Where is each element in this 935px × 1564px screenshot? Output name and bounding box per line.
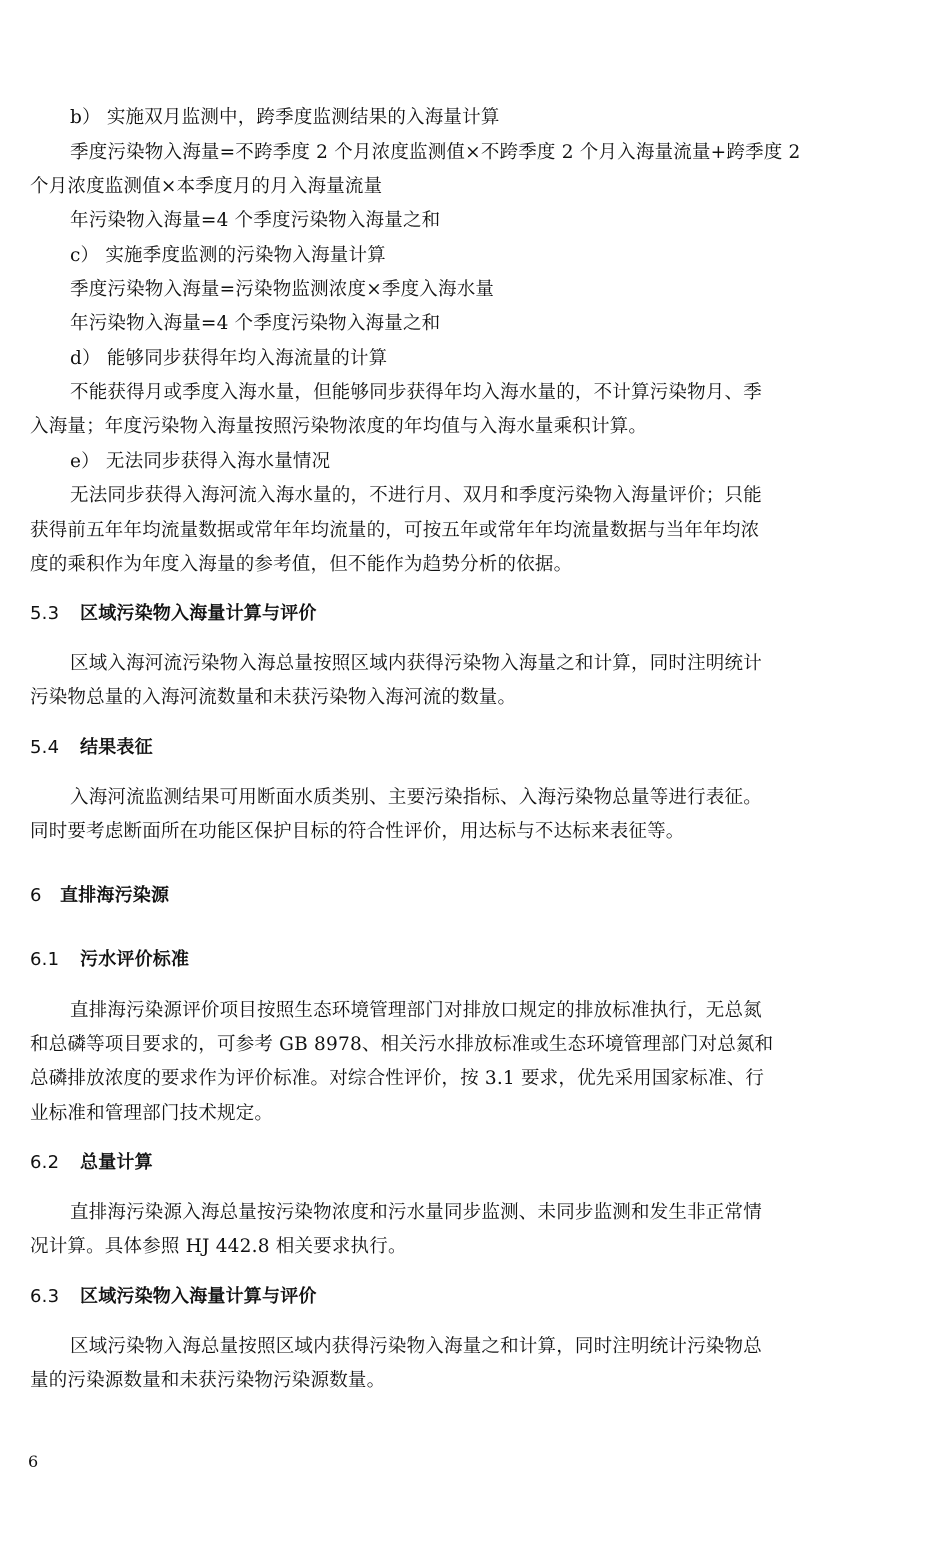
section-title: 区域污染物入海量计算与评价	[80, 603, 317, 624]
paragraph-line: 区域入海河流污染物入海总量按照区域内获得污染物入海量之和计算，同时注明统计	[70, 653, 762, 674]
paragraph-line: 同时要考虑断面所在功能区保护目标的符合性评价，用达标与不达标来表征等。	[30, 821, 685, 842]
paragraph-line: 季度污染物入海量=不跨季度 2 个月浓度监测值×不跨季度 2 个月入海量流量+跨季度 2	[70, 142, 801, 163]
paragraph-line: 无法同步获得入海河流入海水量的，不进行月、双月和季度污染物入海量评价；只能	[70, 485, 762, 506]
section-title: 结果表征	[80, 737, 153, 758]
paragraph-line: 年污染物入海量=4 个季度污染物入海量之和	[70, 210, 441, 231]
paragraph-line: 直排海污染源评价项目按照生态环境管理部门对排放口规定的排放标准执行，无总氮	[70, 1000, 762, 1021]
section-title: 污水评价标准	[80, 949, 190, 970]
section-heading-5-3	[30, 601, 830, 627]
section-heading-6-1	[30, 947, 830, 973]
list-item-d: d） 能够同步获得年均入海流量的计算	[70, 348, 388, 369]
page-number: 6	[28, 1452, 39, 1471]
paragraph-line: 获得前五年年均流量数据或常年年均流量的，可按五年或常年年均流量数据与当年年均浓	[30, 520, 760, 541]
section-number: 5.4	[30, 737, 60, 758]
section-title: 区域污染物入海量计算与评价	[80, 1286, 317, 1307]
paragraph-line: 入海量；年度污染物入海量按照污染物浓度的年均值与入海水量乘积计算。	[30, 416, 648, 437]
paragraph-line: 入海河流监测结果可用断面水质类别、主要污染指标、入海污染物总量等进行表征。	[70, 787, 762, 808]
paragraph-line: 量的污染源数量和未获污染物污染源数量。	[30, 1370, 386, 1391]
paragraph-line: 污染物总量的入海河流数量和未获污染物入海河流的数量。	[30, 687, 517, 708]
section-heading-6-2	[30, 1150, 830, 1176]
paragraph-line: 区域污染物入海总量按照区域内获得污染物入海量之和计算，同时注明统计污染物总	[70, 1336, 762, 1357]
paragraph-line: 总磷排放浓度的要求作为评价标准。对综合性评价，按 3.1 要求，优先采用国家标准、行	[30, 1068, 765, 1089]
chapter-heading-6	[30, 883, 830, 909]
section-title: 总量计算	[80, 1152, 153, 1173]
section-title: 直排海污染源	[60, 885, 170, 906]
list-item-c: c） 实施季度监测的污染物入海量计算	[70, 245, 386, 266]
section-number: 6.3	[30, 1286, 60, 1307]
paragraph-line: 不能获得月或季度入海水量，但能够同步获得年均入海水量的，不计算污染物月、季	[70, 382, 762, 403]
section-number: 6.1	[30, 949, 60, 970]
section-heading-6-3	[30, 1284, 830, 1310]
paragraph-line: 况计算。具体参照 HJ 442.8 相关要求执行。	[30, 1236, 407, 1257]
paragraph-line: 个月浓度监测值×本季度月的月入海量流量	[30, 176, 383, 197]
section-number: 6.2	[30, 1152, 60, 1173]
paragraph-line: 度的乘积作为年度入海量的参考值，但不能作为趋势分析的依据。	[30, 554, 573, 575]
list-item-b: b） 实施双月监测中，跨季度监测结果的入海量计算	[70, 107, 500, 128]
section-number: 5.3	[30, 603, 60, 624]
section-heading-5-4	[30, 735, 830, 761]
paragraph-line: 年污染物入海量=4 个季度污染物入海量之和	[70, 313, 441, 334]
paragraph-line: 直排海污染源入海总量按污染物浓度和污水量同步监测、未同步监测和发生非正常情	[70, 1202, 762, 1223]
paragraph-line: 季度污染物入海量=污染物监测浓度×季度入海水量	[70, 279, 495, 300]
list-item-e: e） 无法同步获得入海水量情况	[70, 451, 331, 472]
section-number: 6	[30, 885, 42, 906]
paragraph-line: 和总磷等项目要求的，可参考 GB 8978、相关污水排放标准或生态环境管理部门对总氮和	[30, 1034, 774, 1055]
paragraph-line: 业标准和管理部门技术规定。	[30, 1103, 274, 1124]
